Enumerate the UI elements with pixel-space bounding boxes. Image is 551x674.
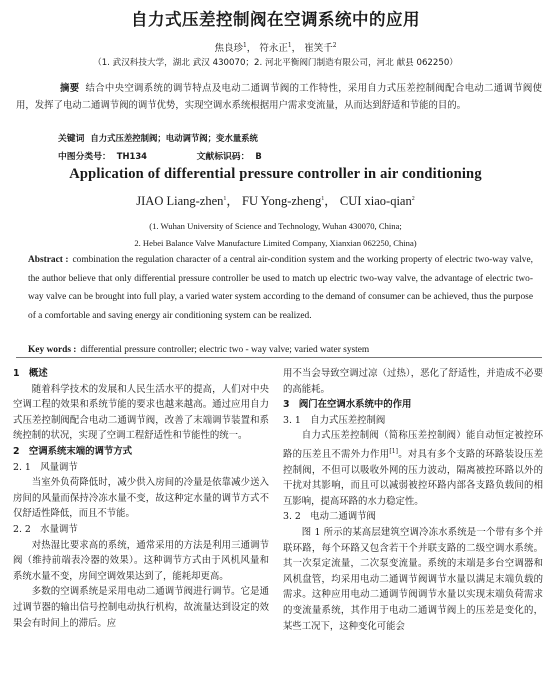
chinese-affiliation: （1. 武汉科技大学，湖北 武汉 430070；2. 河北平衡阀门制造有限公司，河北 献县 062250） (93, 58, 458, 68)
english-authors: JIAO Liang-zhen$^1$， FU Yong-zheng$^1$， CUI xiao-qian$^2$ (136, 194, 415, 208)
author-name: JIAO Liang-zhen (136, 194, 224, 208)
affiliation-line-2: 2. Hebei Balance Valve Manufacture Limited Company, Xianxian 062250, China) (134, 238, 417, 248)
section-3-heading: 3 阀门在空调水系统中的作用 (283, 399, 412, 411)
section-1-heading: 1 概述 (13, 368, 48, 379)
author-sup: 1 (223, 195, 227, 202)
chinese-abstract (16, 80, 542, 114)
section-2-1-heading: 2. 1 风量调节 (13, 461, 78, 473)
abstract-label: Abstract : (28, 255, 69, 265)
english-affiliation (0, 218, 551, 252)
left-column (13, 366, 269, 631)
author-name: CUI xiao-qian (339, 194, 412, 208)
section-2-heading: 2 空调系统末端的调节方式 (13, 445, 133, 457)
english-abstract (28, 251, 533, 325)
doc-code-value: B (255, 151, 262, 161)
keywords-label: 关键词 (58, 134, 85, 144)
paragraph-text: 。对具有多个支路的环路装设压差控制阀，不但可以吸收外网的压力波动，隔离被控环路以外的干扰对其影响，而且可以减弱被控环路内部各支路负载间的相互影响，提高环路的水力稳定性。 (283, 449, 543, 507)
english-title: Application of differential pressure controller in air conditioning (69, 166, 482, 182)
author-sup: 1 (321, 195, 325, 202)
class-number-value: TH134 (116, 151, 148, 161)
section-2-2-heading: 2. 2 水量调节 (13, 523, 78, 535)
keywords-text: differential pressure controller; electric two - way valve; varied water system (80, 345, 370, 355)
author-sup: 1 (242, 41, 247, 49)
abstract-label: 摘要 (60, 83, 80, 94)
section-2-2-paragraph-2: 多数的空调系统是采用电动二通调节阀进行调节。它是通过调节器的输出信号控制电动执行机构，故流量达到设定的效果会有时间上的滞后。应 (13, 586, 269, 629)
section-divider (16, 357, 542, 358)
section-2-1-paragraph: 当室外负荷降低时，减少供入房间的冷量是依靠减少送入房间的风量而保持冷冻水量不变，故这种定水量的调节方式不仅舒适性降低，而且不节能。 (13, 477, 269, 520)
right-column (283, 366, 543, 634)
citation-ref: [1] (389, 447, 398, 455)
author-name: 焦良珍 (214, 43, 243, 54)
section-2-2-paragraph-1: 对热湿比要求高的系统，通常采用的方法是利用三通调节阀（维持前端表冷器的效果）。这种调节方式由于风机风量和系统水量不变，房间空调效果达到了，能耗却更高。 (13, 539, 269, 582)
abstract-text: combination the regulation character of a central air-condition system and the working property of electric two-way valve, the author believe that only differential pressure controller be used to match up electric two-way valve, the advantage of electric two-way valve can be brought into full play, a varied water system according to the demand of consumer can be achieved, thus the purpose of a comfortable and saving energy air conditioning system can be realized. (28, 255, 533, 321)
chinese-title: 自力式压差控制阀在空调系统中的应用 (131, 10, 420, 29)
author-sup: 2 (332, 41, 337, 49)
class-number-label: 中图分类号： (58, 152, 111, 162)
section-3-1-paragraph (283, 428, 543, 509)
english-keywords (28, 345, 533, 355)
author-name: 符永正 (259, 43, 288, 54)
section-3-2-paragraph: 图 1 所示的某高层建筑空调冷冻水系统是一个带有多个并联环路，每个环路又包含若干个并联支路的二级空调水系统。其一次泵定流量，二次泵变流量。系统的末端是多台空调器和风机盘管，均采用电动二通调节阀调节水量以满足末端负载的需求。这种应用电动二通调节阀调节水量以实现末端负荷需求的变流量系统，其作用于电动二通调节阀上的压差是变化的，某些工况下，这种变化可能会 (283, 527, 543, 632)
classification-line (58, 149, 262, 162)
section-3-2-heading: 3. 2 电动二通调节阀 (283, 511, 376, 523)
author-sup: 2 (411, 195, 415, 202)
chinese-keywords (58, 131, 258, 144)
section-3-1-heading: 3. 1 自力式压差控制阀 (283, 414, 386, 426)
author-name: FU Yong-zheng (242, 194, 322, 208)
continued-paragraph: 用不当会导致空调过凉（过热），恶化了舒适性，并造成不必要的高能耗。 (283, 368, 543, 395)
chinese-authors: 焦良珍$^1$， 符永正$^1$， 崔笑千$^2$ (214, 41, 337, 54)
abstract-text: 结合中央空调系统的调节特点及电动二通调节阀的工作特性，采用自力式压差控制阀配合电动二通调节阀使用，发挥了电动二通调节阀的调节优势，实现空调水系统根据用户需求变流量，从而达到舒适和节能的目的。 (16, 83, 542, 111)
doc-code-label: 文献标识码： (196, 152, 250, 162)
affiliation-line-1: (1. Wuhan University of Science and Technology, Wuhan 430070, China; (149, 221, 402, 231)
author-name: 崔笑千 (304, 43, 333, 54)
section-1-paragraph: 随着科学技术的发展和人民生活水平的提高，人们对中央空调工程的效果和系统节能的要求也越来越高。通过应用自力式压差控制阀配合电动二通调节阀，改善了末端调节装置和系统控制的状况，实现了空调工程舒适性和节能性的统一。 (13, 383, 269, 442)
keywords-label: Key words : (28, 345, 77, 355)
paragraph-text: 自力式压差控制阀（简称压差控制阀）能自动恒定被控环路的压差且不需外力作用 (283, 430, 543, 461)
author-sup: 1 (287, 41, 292, 49)
keywords-text: 自力式压差控制阀；电动调节阀；变水量系统 (90, 133, 258, 143)
